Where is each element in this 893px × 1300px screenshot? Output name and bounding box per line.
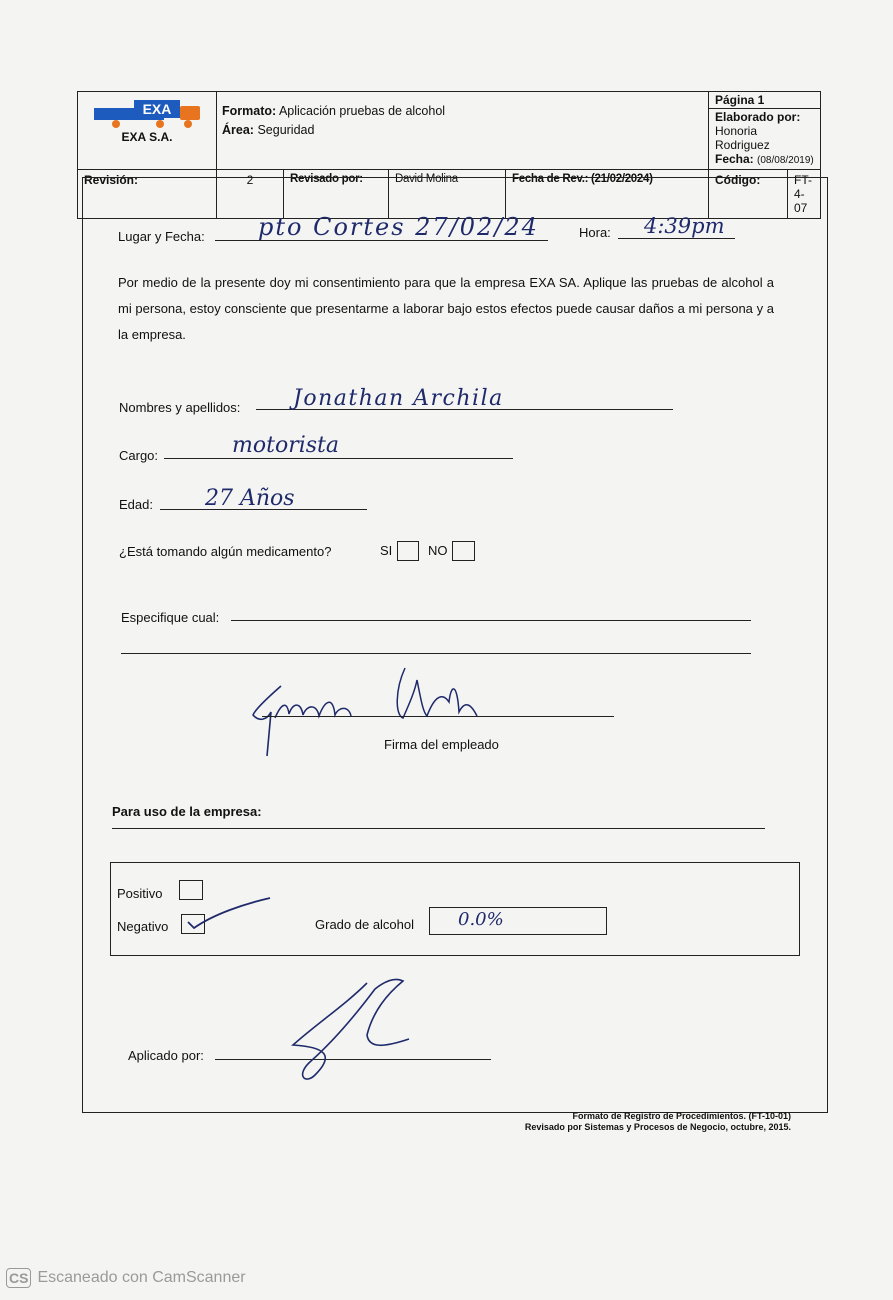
edad-value: 27 Años <box>205 486 295 511</box>
page-number: Página 1 <box>709 92 820 109</box>
lugar-value: pto Cortes 27/02/24 <box>258 213 539 241</box>
medicamento-question: ¿Está tomando algún medicamento? <box>119 544 332 559</box>
negativo-check-mark <box>184 894 274 932</box>
nombres-value: Jonathan Archila <box>293 386 504 411</box>
footer-line-1: Formato de Registro de Procedimientos. (FT-10-01) <box>572 1111 791 1121</box>
especifique-label: Especifique cual: <box>121 610 220 625</box>
grado-value: 0.0% <box>458 909 504 930</box>
company-logo: EXA <box>92 98 202 128</box>
fecha-value: (08/08/2019) <box>757 155 814 166</box>
logo-cell <box>78 92 217 170</box>
camscanner-icon: CS <box>6 1268 31 1288</box>
consent-text: Por medio de la presente doy mi consentimiento para que la empresa EXA SA. Aplique las pruebas de alcohol a mi persona, estoy consciente que presentarme a laborar bajo estos efectos puede causar daños a mi persona y a la empresa. <box>118 275 774 342</box>
revisado-label: Revisado por: <box>284 170 389 219</box>
cargo-value: motorista <box>232 433 339 458</box>
camscanner-watermark <box>6 1268 246 1288</box>
lugar-label: Lugar y Fecha: <box>118 229 205 244</box>
firma-label: Firma del empleado <box>384 737 499 752</box>
grado-label: Grado de alcohol <box>315 917 415 932</box>
elaborado-value: Honoria Rodriguez <box>715 124 770 152</box>
negativo-label: Negativo <box>117 919 169 934</box>
watermark-text: Escaneado con CamScanner <box>37 1269 246 1286</box>
hora-value: 4:39pm <box>644 214 725 238</box>
no-label: NO <box>428 543 448 558</box>
fecha-rev: Fecha de Rev.: (21/02/2024) <box>506 170 709 219</box>
cargo-label: Cargo: <box>119 448 159 463</box>
positivo-label: Positivo <box>117 886 163 901</box>
no-checkbox[interactable] <box>452 541 475 561</box>
empresa-heading: Para uso de la empresa: <box>112 804 262 819</box>
area-value: Seguridad <box>257 123 315 137</box>
revision-value: 2 <box>217 170 284 219</box>
codigo-label: Código: <box>709 170 788 219</box>
revision-label: Revisión: <box>78 170 217 219</box>
nombres-label: Nombres y apellidos: <box>119 400 241 415</box>
aplicado-label: Aplicado por: <box>128 1048 204 1063</box>
footer-line-2: Revisado por Sistemas y Procesos de Negocio, octubre, 2015. <box>524 1122 791 1132</box>
company-name: EXA S.A. <box>121 130 173 144</box>
meta-cell: Página 1 Elaborado por: Honoria Rodriguez Fecha: (08/08/2019) <box>709 92 821 170</box>
applicator-signature <box>285 975 425 1085</box>
codigo-value: FT-4-07 <box>788 170 821 219</box>
edad-label: Edad: <box>119 497 153 512</box>
si-checkbox[interactable] <box>397 541 419 561</box>
grado-field[interactable] <box>429 907 607 935</box>
format-value: Aplicación pruebas de alcohol <box>278 104 446 118</box>
hora-label: Hora: <box>579 225 611 240</box>
footer <box>440 1111 791 1133</box>
especifique-line-2[interactable] <box>121 653 751 654</box>
si-label: SI <box>380 543 393 558</box>
format-cell: Formato: Aplicación pruebas de alcohol Área: Seguridad <box>217 92 709 170</box>
revisado-value: David Molina <box>389 170 506 219</box>
especifique-line-1[interactable] <box>231 620 751 621</box>
